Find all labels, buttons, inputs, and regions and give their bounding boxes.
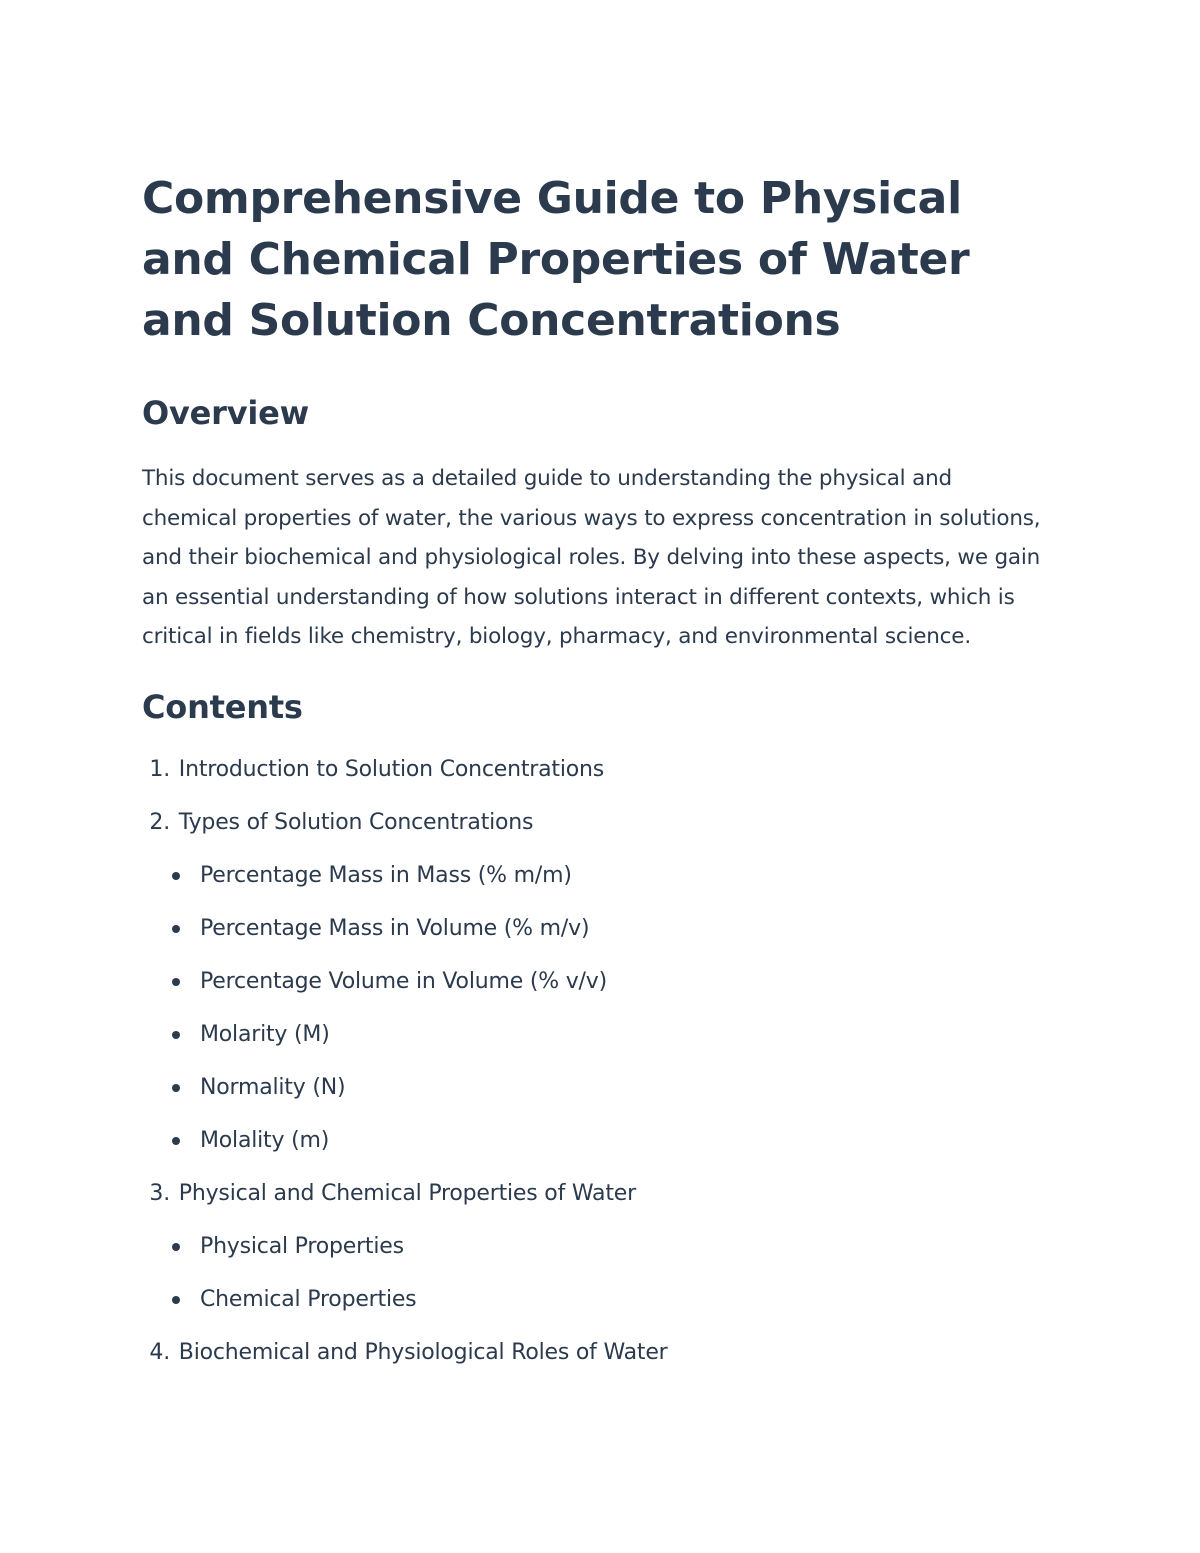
toc-subitem-label: Percentage Mass in Mass (% m/m) [200, 862, 572, 888]
toc-subitem [142, 966, 1042, 998]
bullet-icon [172, 1296, 180, 1304]
bullet-icon [172, 1137, 180, 1145]
toc-subitem-label: Percentage Volume in Volume (% v/v) [200, 968, 607, 994]
toc-subitem-label: Molality (m) [200, 1127, 330, 1153]
bullet-icon [172, 1243, 180, 1251]
toc-subitem [142, 1072, 1042, 1104]
overview-paragraph: This document serves as a detailed guide to understanding the physical and chemical properties of water, the various ways to express concentration in solutions, and their biochemical and physiological roles. By delving into these aspects, we gain an essential understanding of how solutions interact in different contexts, which is critical in fields like chemistry, biology, pharmacy, and environmental science. [142, 466, 1041, 650]
toc-subitem [142, 913, 1042, 945]
toc-number: 4. [149, 1339, 170, 1365]
document-page [142, 168, 1042, 1390]
toc-subitem [142, 1125, 1042, 1157]
bullet-icon [172, 925, 180, 933]
toc-sublist-types [142, 860, 1042, 1157]
toc-item-roles [142, 1337, 1042, 1369]
toc-subitem-label: Percentage Mass in Volume (% m/v) [200, 915, 590, 941]
bullet-icon [172, 978, 180, 986]
toc-number: 2. [149, 809, 170, 835]
contents-heading: Contents [142, 687, 303, 726]
toc-subitem-label: Physical Properties [200, 1233, 404, 1259]
toc-item-types [142, 807, 1042, 1157]
bullet-icon [172, 1084, 180, 1092]
table-of-contents [142, 754, 1042, 1369]
toc-label: Physical and Chemical Properties of Water [178, 1180, 636, 1206]
toc-number: 3. [149, 1180, 170, 1206]
toc-sublist-properties [142, 1231, 1042, 1316]
toc-subitem [142, 1231, 1042, 1263]
bullet-icon [172, 1031, 180, 1039]
toc-item-introduction [142, 754, 1042, 786]
toc-subitem [142, 1019, 1042, 1051]
toc-subitem [142, 1284, 1042, 1316]
bullet-icon [172, 872, 180, 880]
toc-subitem [142, 860, 1042, 892]
toc-label: Introduction to Solution Concentrations [178, 756, 605, 782]
toc-item-water-properties [142, 1178, 1042, 1316]
toc-label: Biochemical and Physiological Roles of Water [178, 1339, 668, 1365]
document-title: Comprehensive Guide to Physical and Chemical Properties of Water and Solution Concentrations [142, 173, 970, 346]
toc-subitem-label: Normality (N) [200, 1074, 346, 1100]
overview-heading: Overview [142, 394, 310, 432]
toc-subitem-label: Molarity (M) [200, 1021, 330, 1047]
toc-subitem-label: Chemical Properties [200, 1286, 417, 1312]
toc-number: 1. [149, 756, 170, 782]
toc-label: Types of Solution Concentrations [178, 809, 534, 835]
